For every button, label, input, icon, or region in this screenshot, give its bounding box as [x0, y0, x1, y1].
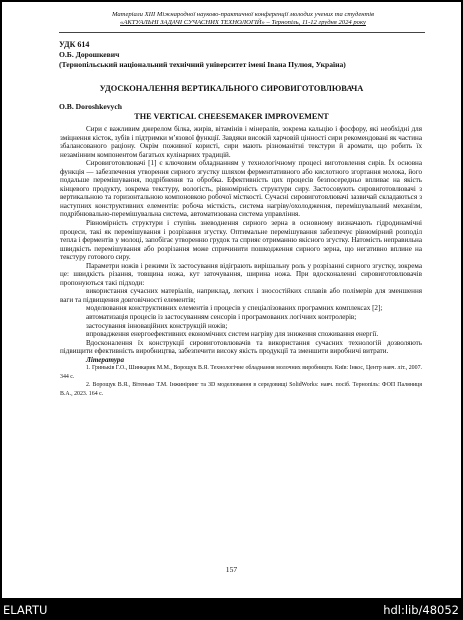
paper-title-english: THE VERTICAL CHEESEMAKER IMPROVEMENT	[134, 112, 329, 121]
list-item: застосування інноваційних конструкцій ножів;	[86, 321, 228, 330]
paragraph: Сировиготовлювачі [1] є ключовим обладнанням у технологічному процесі виготовлення сирів. Їх основна функція — забезпечення утворення сирного згустку шляхом ферментативного або кислотного згортання молока, його подальше перемішування, подрібнення та обробка. Ефективність цих процесів безпосередньо впливає на якість кінцевого продукту, зокрема текстуру, вологість, рівномірність структури сиру. Застосовують сировиготовлювачі з вертикальною та горизонтальною компоновкою робочої місткості. Сучасні сировиготовлювачі зазвичай складаються з наступних конструктивних елементів: робоча місткість, система нагріву/охолодження, перемішувальний механізм, подрібнювально-перемішувальна система, автоматизована система управління.	[60, 159, 422, 219]
reference-item: 1. Гриньків Г.О., Шинкарик М.М., Ворощук В.Я. Технологічне обладнання молочних виробництв. Київ: Інкос, Центр навч. літ., 2007. 344 с.	[60, 365, 422, 380]
author-affiliation: (Тернопільський національний технічний університет імені Івана Пулюя, Україна)	[59, 60, 346, 69]
conference-header	[62, 11, 424, 28]
paper-body	[60, 125, 422, 398]
header-divider	[59, 32, 425, 33]
author-name: О.Б. Дорошкевич	[59, 50, 120, 59]
paragraph: Рівномірність структури і ступінь зневоднення сирного зерна в основному визначають гідродинамічні процеси, такі як перемішування і розрізання згустку. Оптимальне перемішування забезпечує рівномірний розподіл тепла і ферментів у молоці, запобігає утворенню грудок та сприяє отриманню якісного згустку. Натомість неправильна швидкість перемішування або розрізання може спричинити пошкодження сирного зерна, що негативно вплине на текстуру готового сиру.	[60, 219, 422, 262]
reference-item: 2. Ворощук В.Я., Вітенько Т.М. Інжиніринг та 3D моделювання в середовищі SolidWorks: навч. посіб. Тернопіль: ФОП Паляниця В.А., 2023. 164 с.	[60, 382, 422, 397]
paragraph: Вдосконалення їх конструкції сировиготовлювачів та використання сучасних технологій дозволяють підвищити ефективність виробництва, забезпечити високу якість продукції та зменшити виробничі витрати.	[60, 338, 422, 356]
udk-code: УДК 614	[59, 40, 90, 49]
list-item: автоматизація процесів із застосуванням сенсорів і програмованих логічних контролерів;	[86, 313, 357, 322]
repository-label: ELARTU	[3, 603, 48, 617]
paper-title-ukrainian: УДОСКОНАЛЕННЯ ВЕРТИКАЛЬНОГО СИРОВИГОТОВЛЮВАЧА	[99, 84, 364, 93]
handle-identifier: hdl:lib/48052	[383, 603, 459, 617]
paragraph: Сири є важливим джерелом білка, жирів, вітамінів і мінералів, зокрема кальцію і фосфору, які необхідні для зміцнення кісток, зубів і підтримки м’язової функції. Завдяки високій харчовій цінності сири рекомендовані як частина збалансованого раціону. Окрім поживної користі, сири мають різноманітні текстури й аромати, що робить їх незамінним компонентом багатьох кулінарних традицій.	[60, 125, 422, 159]
list-item: моделювання конструктивних елементів і процесів у спеціалізованих програмних комплексах [2];	[86, 304, 383, 313]
list-item: впровадження енергоефективних економічних систем нагріву для зниження споживання енергії.	[86, 330, 379, 339]
header-line-1: Матеріали XIII Міжнародної науково-практичної конференції молодих учених та студентів	[111, 11, 374, 18]
header-line-2: «АКТУАЛЬНІ ЗАДАЧІ СУЧАСНИХ ТЕХНОЛОГІЙ» – Тернопіль, 11-12 грудня 2024 року	[120, 19, 366, 27]
references-heading: Література	[86, 355, 124, 364]
paragraph: Параметри ножів і режими їх застосування відіграють вирішальну роль у розрізанні сирного згустку, зокрема це: швидкість різання, товщина ножа, кут заточування, ширина ножа. При вдосконаленні сировиготовлювачів пропонуються такі підходи:	[60, 261, 422, 287]
page-number: 157	[225, 565, 238, 574]
list-item: використання сучасних матеріалів, наприклад, легких і зносостійких сплавів або полімерів для зменшення ваги та підвищення довговічності елементів;	[60, 287, 422, 304]
author-name-english: O.B. Doroshkevych	[59, 102, 122, 111]
document-page	[2, 2, 461, 598]
